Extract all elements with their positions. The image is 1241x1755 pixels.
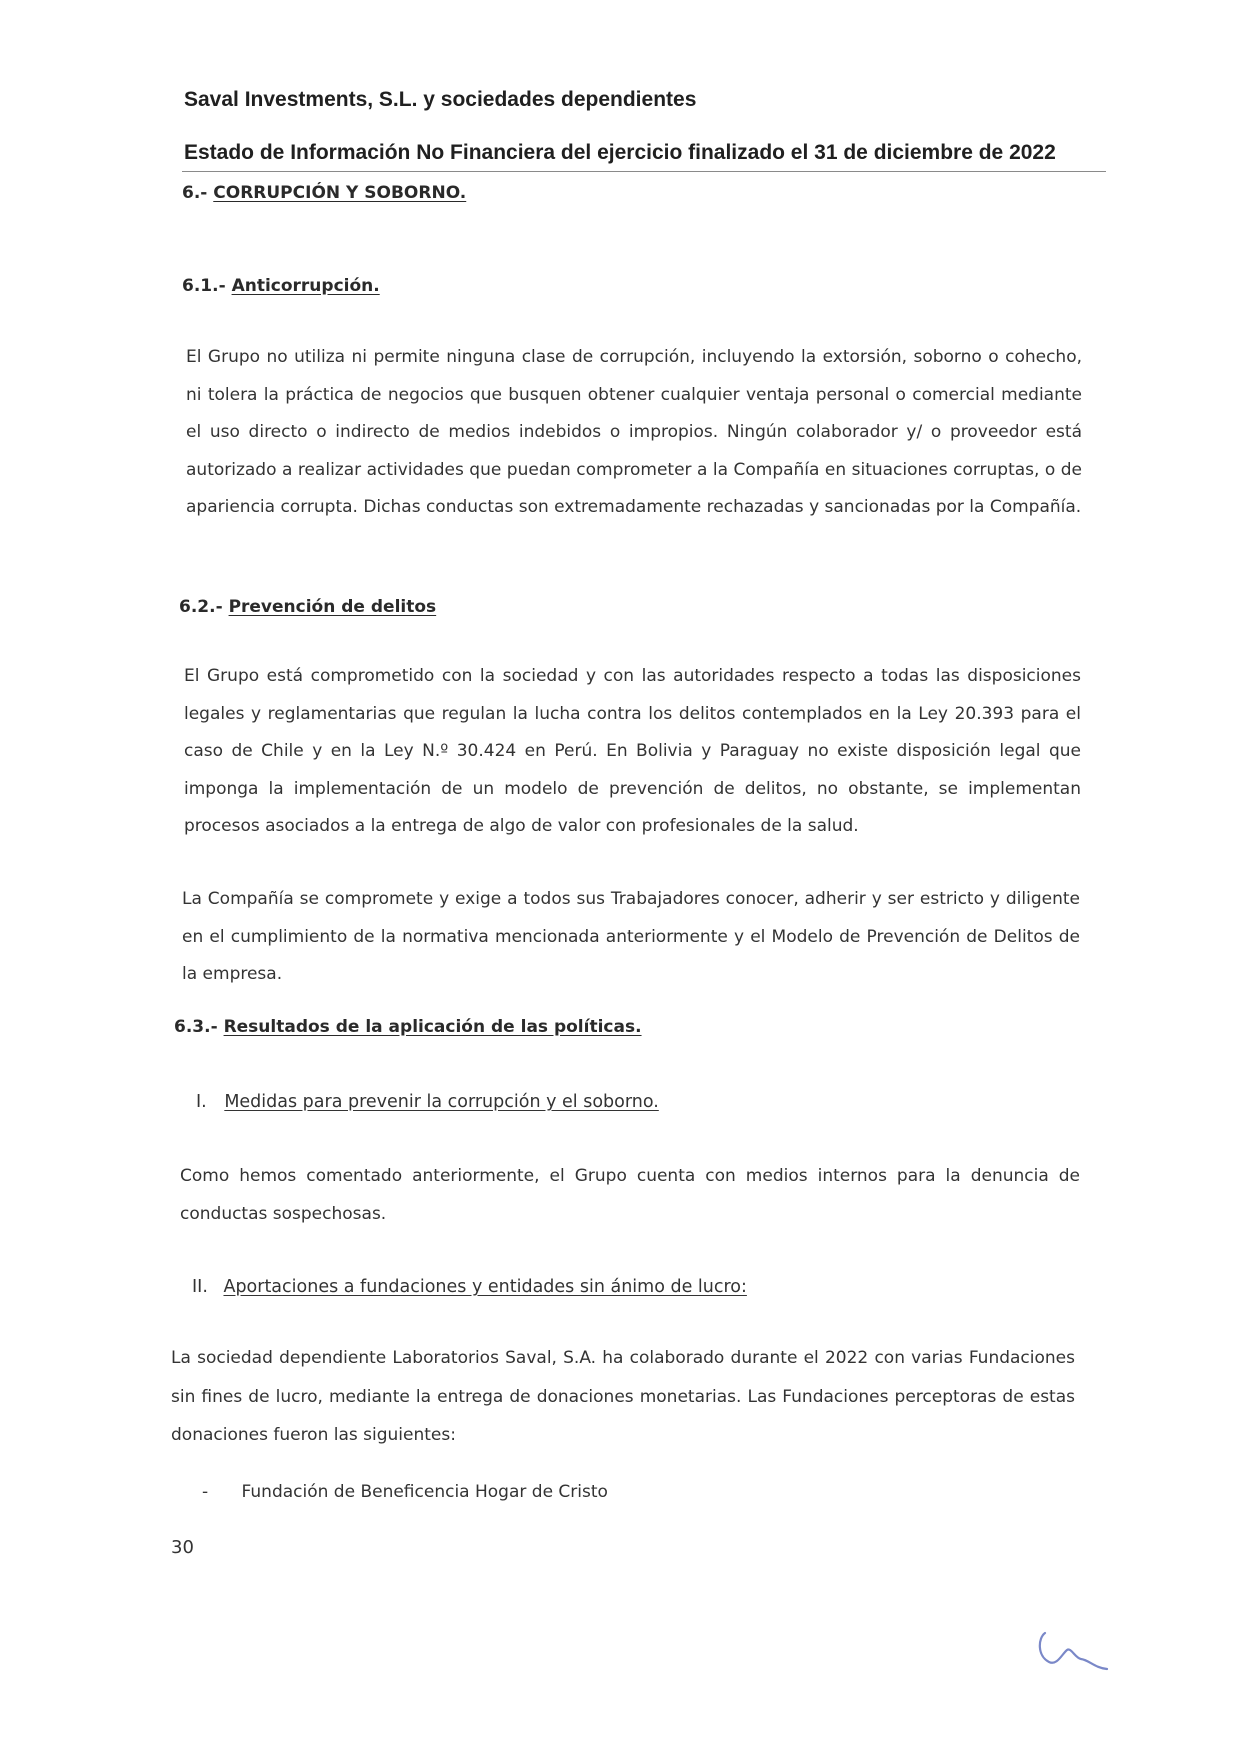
section-title: CORRUPCIÓN Y SOBORNO. bbox=[213, 183, 467, 203]
section-title: Prevención de delitos bbox=[228, 597, 437, 617]
section-number: 6.1.- bbox=[182, 276, 226, 296]
header-divider bbox=[182, 171, 1106, 172]
section-6-2-heading bbox=[179, 597, 436, 617]
donations-paragraph: La sociedad dependiente Laboratorios Saval, S.A. ha colaborado durante el 2022 con varias Fundaciones sin fines de lucro, mediante la entrega de donaciones monetarias. Las Fundaciones perceptoras de estas donaciones fueron las siguientes: bbox=[171, 1348, 1075, 1445]
roman-numeral: I. bbox=[196, 1092, 207, 1112]
section-number: 6.3.- bbox=[174, 1017, 218, 1037]
signature-mark-icon bbox=[1035, 1628, 1115, 1676]
list-item bbox=[202, 1482, 608, 1502]
subsection-ii-heading bbox=[192, 1277, 747, 1297]
crime-prevention-paragraph-2: La Compañía se compromete y exige a todos sus Trabajadores conocer, adherir y ser estricto y diligente en el cumplimiento de la normativa mencionada anteriormente y el Modelo de Prevención de Delitos de la empresa. bbox=[182, 889, 1080, 984]
page-number: 30 bbox=[171, 1537, 194, 1558]
list-dash: - bbox=[202, 1482, 209, 1502]
roman-numeral: II. bbox=[192, 1277, 208, 1297]
section-title: Anticorrupción. bbox=[231, 276, 380, 296]
measures-paragraph: Como hemos comentado anteriormente, el Grupo cuenta con medios internos para la denuncia de conductas sospechosas. bbox=[180, 1166, 1080, 1224]
section-title: Resultados de la aplicación de las políticas. bbox=[223, 1017, 642, 1037]
subsection-i-heading bbox=[196, 1092, 659, 1112]
section-6-3-heading bbox=[174, 1017, 642, 1037]
document-company-header: Saval Investments, S.L. y sociedades dependientes bbox=[184, 88, 697, 111]
document-report-title: Estado de Información No Financiera del ejercicio finalizado el 31 de diciembre de 2022 bbox=[184, 141, 1056, 164]
foundation-name: Fundación de Beneficencia Hogar de Cristo bbox=[241, 1482, 608, 1502]
section-6-heading bbox=[182, 183, 466, 203]
subsection-title: Aportaciones a fundaciones y entidades sin ánimo de lucro: bbox=[223, 1277, 747, 1297]
crime-prevention-paragraph-1: El Grupo está comprometido con la sociedad y con las autoridades respecto a todas las disposiciones legales y reglamentarias que regulan la lucha contra los delitos contemplados en la Ley 20.393 para el caso de Chile y en la Ley N.º 30.424 en Perú. En Bolivia y Paraguay no existe disposición legal que imponga la implementación de un modelo de prevención de delitos, no obstante, se implementan procesos asociados a la entrega de algo de valor con profesionales de la salud. bbox=[184, 666, 1081, 836]
section-6-1-heading bbox=[182, 276, 380, 296]
subsection-title: Medidas para prevenir la corrupción y el soborno. bbox=[224, 1092, 659, 1112]
section-number: 6.2.- bbox=[179, 597, 223, 617]
anticorruption-paragraph: El Grupo no utiliza ni permite ninguna clase de corrupción, incluyendo la extorsión, soborno o cohecho, ni tolera la práctica de negocios que busquen obtener cualquier ventaja personal o comercial mediante el uso directo o indirecto de medios indebidos o impropios. Ningún colaborador y/ o proveedor está autorizado a realizar actividades que puedan comprometer a la Compañía en situaciones corruptas, o de apariencia corrupta. Dichas conductas son extremadamente rechazadas y sancionadas por la Compañía. bbox=[186, 347, 1082, 517]
section-number: 6.- bbox=[182, 183, 208, 203]
